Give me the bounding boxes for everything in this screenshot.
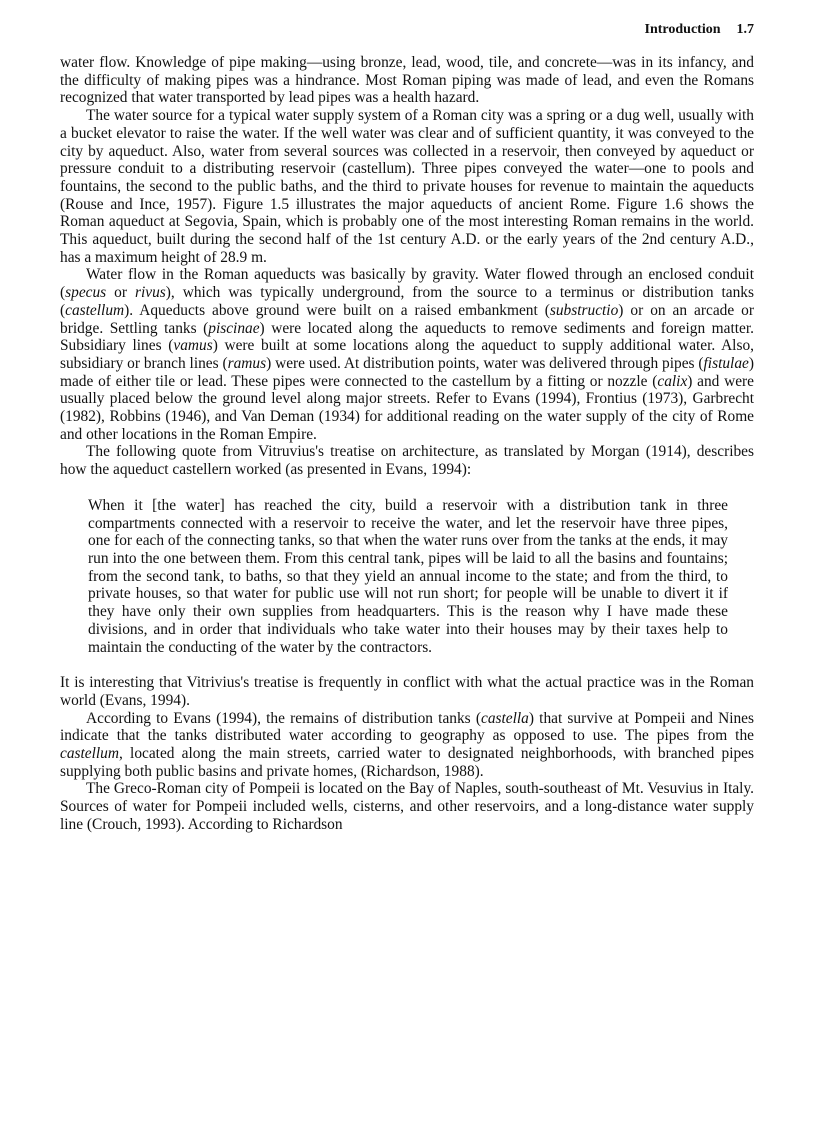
term-vamus: vamus	[173, 337, 213, 355]
text-span: or	[106, 284, 135, 302]
paragraph-1: water flow. Knowledge of pipe making—using bronze, lead, wood, tile, and concrete—was in its infancy, and the difficulty of making pipes was a hindrance. Most Roman piping was made of lead, and even the Romans recognized that water transported by lead pipes was a health hazard.	[60, 54, 754, 107]
text-span: ) or on an arcade or bridge. Settling tanks (	[60, 301, 754, 337]
term-castella: castella	[480, 709, 529, 727]
paragraph-5: It is interesting that Vitrivius's treatise is frequently in conflict with what the actual practice was in the Roman world (Evans, 1994).	[60, 674, 754, 709]
paragraph-4: The following quote from Vitruvius's treatise on architecture, as translated by Morgan (1914), describes how the aqueduct castellern worked (as presented in Evans, 1994):	[60, 443, 754, 479]
text-span: According to Evans (1994), the remains of distribution tanks (	[86, 709, 481, 727]
term-fistulae: fistulae	[703, 354, 749, 372]
text-span: Water flow in the Roman aqueducts was basically by gravity. Water flowed through an enclosed conduit (	[60, 266, 754, 302]
paragraph-7: The Greco-Roman city of Pompeii is located on the Bay of Naples, south-southeast of Mt. Vesuvius in Italy. Sources of water for Pompeii included wells, cisterns, and other reservoirs, and a long-distance water supply line (Crouch, 1993). According to Richardson	[60, 780, 754, 833]
term-piscinae: piscinae	[208, 319, 260, 337]
text-span: ). Aqueducts above ground were built on a raised embankment (	[124, 301, 550, 319]
text-span: ) were located along the aqueducts to remove sediments and foreign matter. Subsidiary lines (	[60, 319, 754, 355]
page-number: 1.7	[736, 22, 754, 37]
text-span: ), which was typically underground, from the source to a terminus or distribution tanks (	[60, 284, 754, 319]
section-title: Introduction	[644, 22, 721, 37]
book-page	[60, 22, 754, 834]
term-rivus: rivus	[134, 284, 166, 302]
block-quote: When it [the water] has reached the city, build a reservoir with a distribution tank in three compartments connected with a reservoir to receive the water, and let the reservoir have three pipes, one for each of the connecting tanks, so that when the water runs over from the tanks at the ends, it may run into the one between them. From this central tank, pipes will be laid to all the basins and fountains; from the second tank, to baths, so that they yield an annual income to the state; and from the third, to private houses, so that water for public use will not run short; for people will be unable to divert it if they have only their own supplies from headquarters. This is the reason why I have made these divisions, and in order that individuals who take water into their houses may by their taxes help to maintain the conducting of the water by the contractors.	[88, 496, 728, 656]
paragraph-6	[60, 710, 754, 781]
text-span: ) and were usually placed below the ground level along major streets. Refer to Evans (1994), Frontius (1973), Garbrecht (1982), Robbins (1946), and Van Deman (1934) for additional reading on the water supply of the city of Rome and other locations in the Roman Empire.	[60, 372, 755, 443]
term-castellum: castellum	[65, 301, 125, 319]
text-span: ) made of either tile or lead. These pipes were connected to the castellum by a fitting or nozzle (	[60, 354, 754, 390]
text-span: ) that survive at Pompeii and Nines indicate that the tanks distributed water according to geography as opposed to use. The pipes from the	[60, 709, 754, 745]
text-span: ) were built at some locations along the aqueduct to supply additional water. Also, subsidiary or branch lines (	[60, 337, 754, 372]
term-specus: specus	[65, 284, 107, 302]
text-span: , located along the main streets, carried water to designated neighborhoods, with branched pipes supplying both public basins and private homes, (Richardson, 1988).	[60, 745, 754, 780]
paragraph-3	[60, 266, 754, 443]
term-ramus: ramus	[227, 354, 267, 372]
text-span: ) were used. At distribution points, water was delivered through pipes (	[266, 354, 704, 372]
term-calix: calix	[657, 372, 688, 390]
running-head	[60, 22, 754, 38]
paragraph-2: The water source for a typical water supply system of a Roman city was a spring or a dug well, usually with a bucket elevator to raise the water. If the well water was clear and of sufficient quantity, it was conveyed to the city by aqueduct. Also, water from several sources was collected in a reservoir, then conveyed by aqueduct or pressure conduit to a distributing reservoir (castellum). Three pipes conveyed the water—one to pools and fountains, the second to the public baths, and the third to private houses for revenue to maintain the aqueducts (Rouse and Ince, 1957). Figure 1.5 illustrates the major aqueducts of ancient Rome. Figure 1.6 shows the Roman aqueduct at Segovia, Spain, which is probably one of the most interesting Roman remains in the world. This aqueduct, built during the second half of the 1st century A.D. or the early years of the 2nd century A.D., has a maximum height of 28.9 m.	[60, 107, 754, 266]
term-substructio: substructio	[549, 301, 619, 319]
term-castellum: castellum	[60, 745, 119, 763]
